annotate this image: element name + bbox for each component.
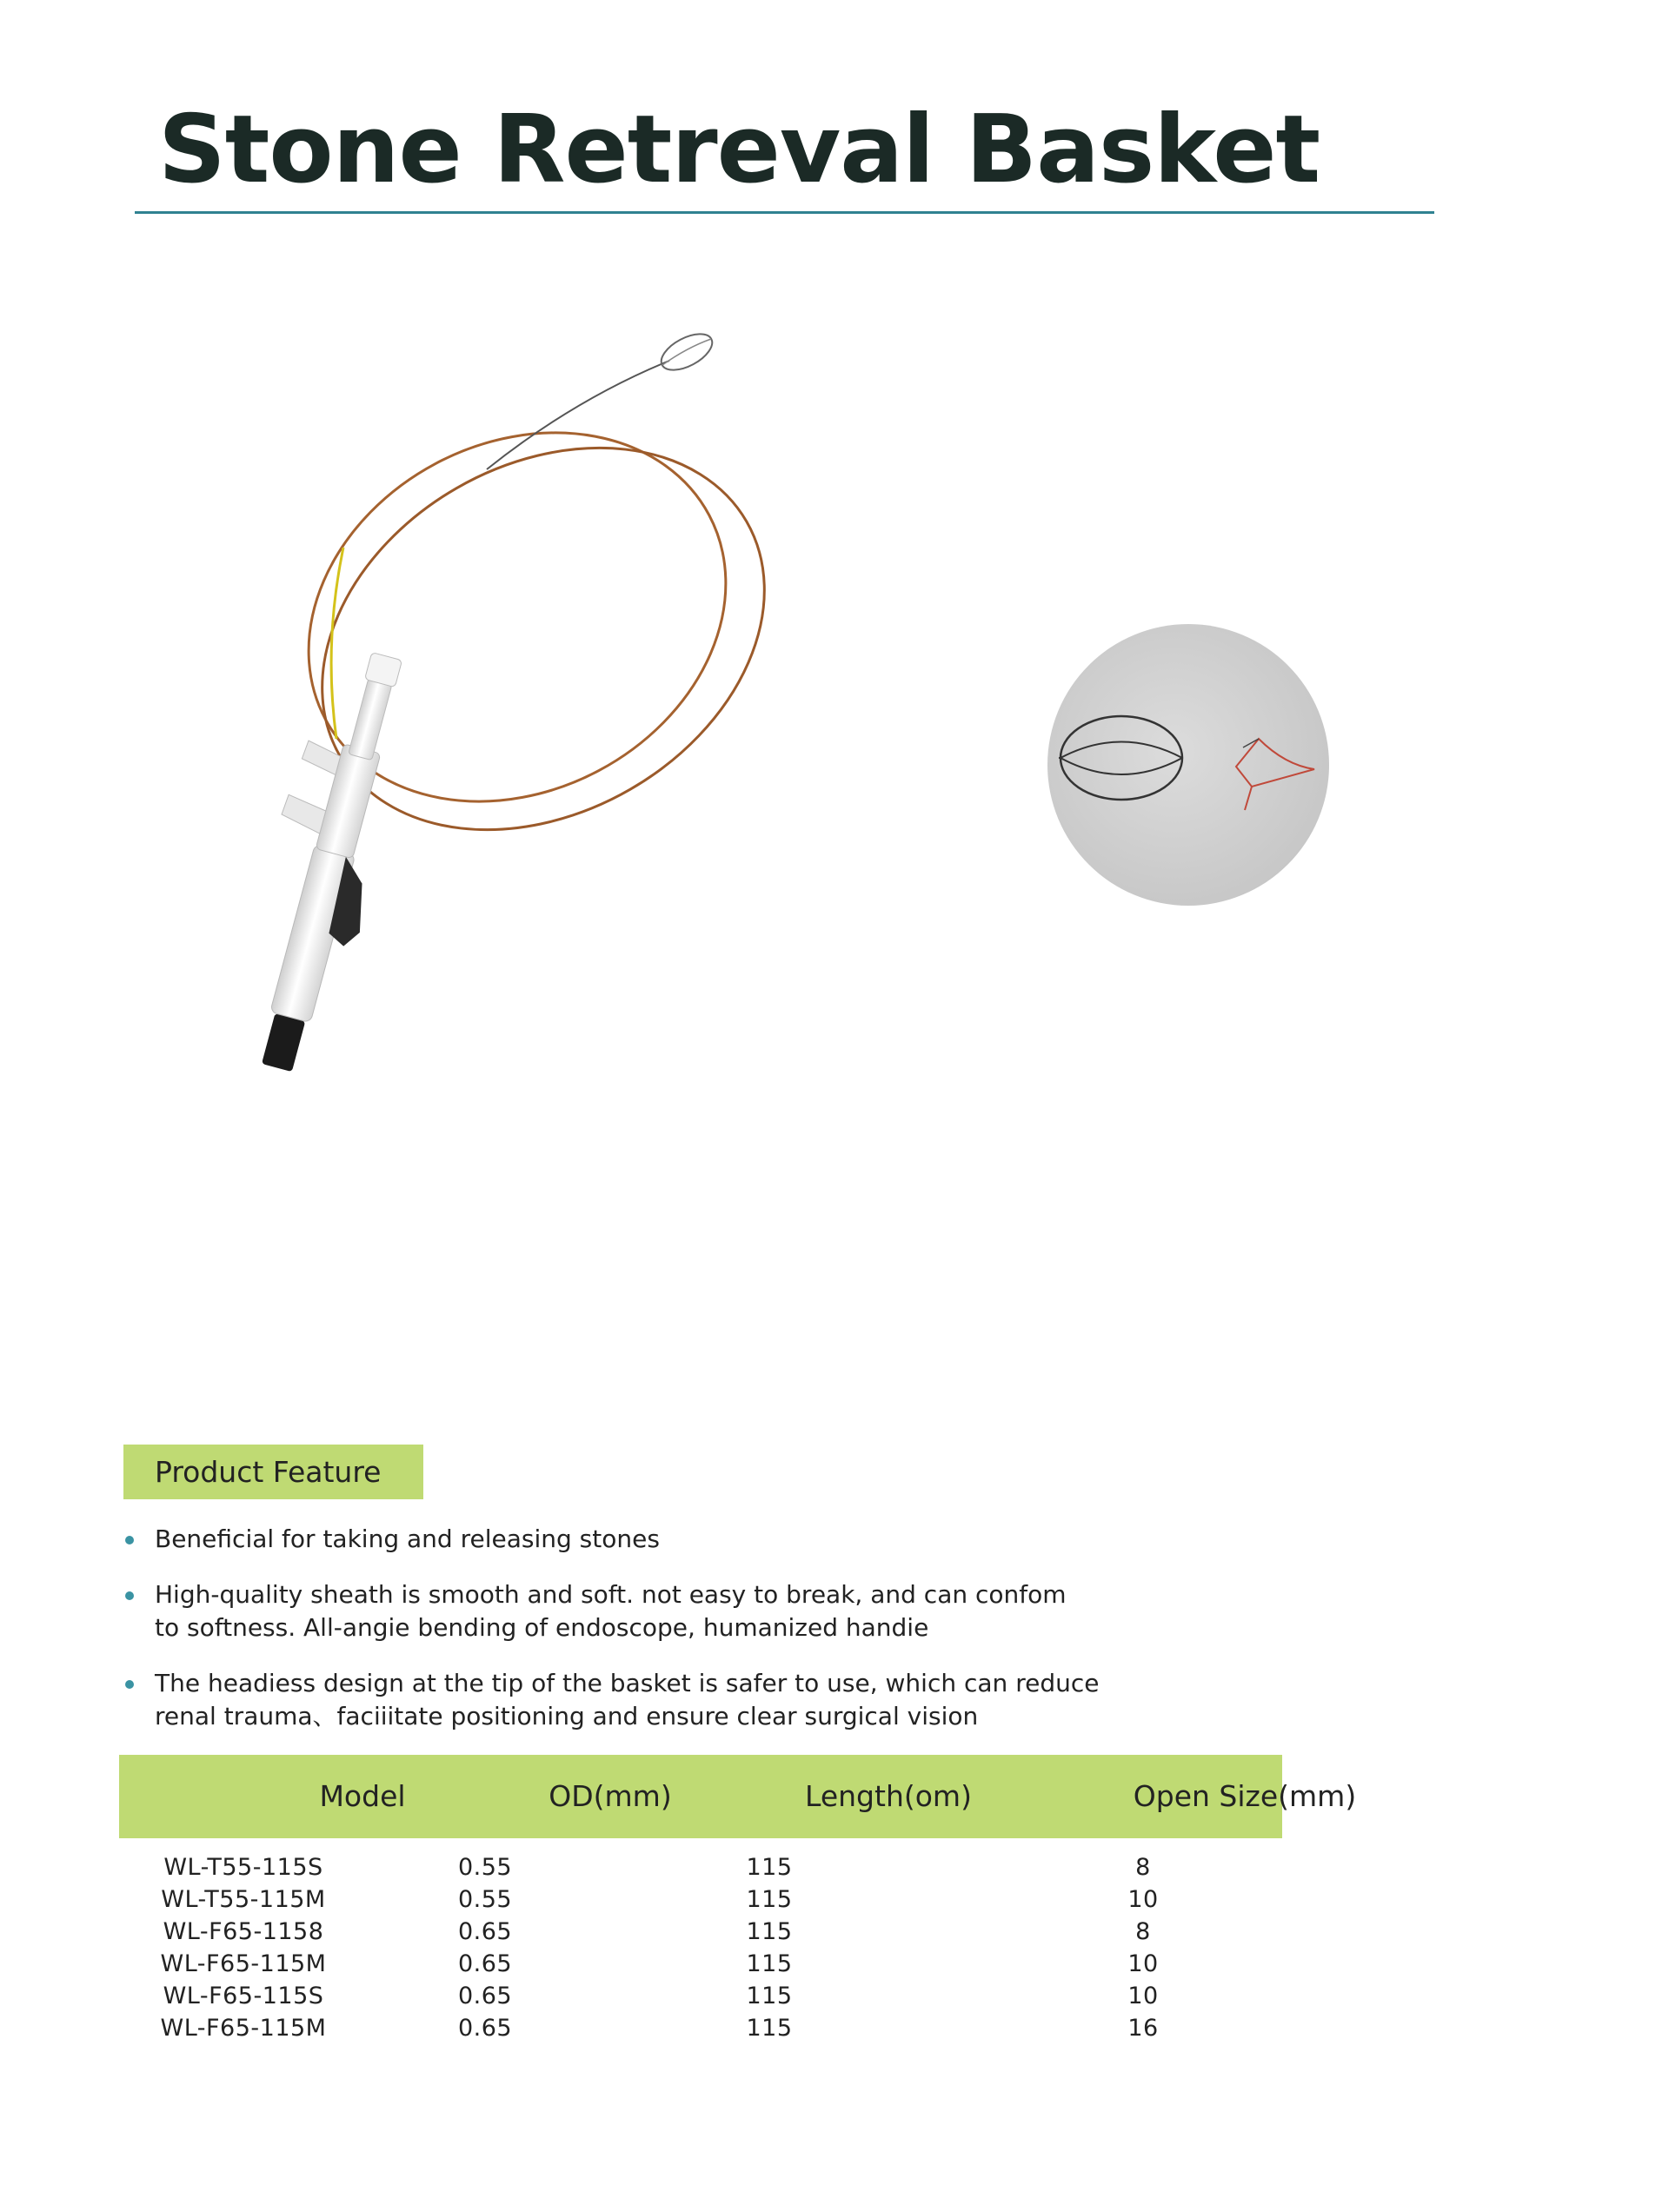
cell-length: 115 [746, 1918, 793, 1945]
cell-open-size: 10 [1127, 1983, 1159, 2009]
cell-od: 0.65 [457, 1918, 513, 1945]
column-header-model: Model [319, 1779, 406, 1813]
feature-text: renal trauma、faciiitate positioning and ensure clear surgical vision [155, 1702, 979, 1730]
cell-open-size: 16 [1127, 2015, 1159, 2042]
cell-length: 115 [746, 1983, 793, 2009]
column-header-open-size: Open Size(mm) [1133, 1779, 1357, 1813]
cell-model: WL-F65-115S [163, 1983, 324, 2009]
spec-table-header [119, 1755, 1357, 1838]
table-row [0, 1948, 1669, 1980]
cell-od: 0.55 [457, 1886, 513, 1913]
cell-od: 0.65 [457, 1983, 513, 2009]
basket-device [218, 327, 834, 1079]
product-feature-heading: Product Feature [123, 1445, 423, 1499]
cell-model: WL-F65-115M [160, 1950, 327, 1977]
feature-text: The headiess design at the tip of the basket is safer to use, which can reduce [155, 1669, 1100, 1697]
cell-model: WL-F65-115M [160, 2015, 327, 2042]
cell-length: 115 [746, 2015, 793, 2042]
bullet-icon [125, 1591, 134, 1600]
cell-od: 0.65 [457, 2015, 513, 2042]
column-header-od: OD(mm) [549, 1779, 672, 1813]
table-row [0, 1851, 1669, 1883]
cell-length: 115 [746, 1950, 793, 1977]
cell-od: 0.65 [457, 1950, 513, 1977]
table-row [0, 1883, 1669, 1916]
bullet-icon [125, 1536, 134, 1544]
product-illustration [0, 278, 1669, 1199]
cell-open-size: 10 [1127, 1886, 1159, 1913]
cell-model: WL-T55-115S [163, 1854, 323, 1881]
basket-tip-closeup [1047, 624, 1329, 906]
feature-item [123, 1523, 1149, 1556]
column-header-length: Length(om) [805, 1779, 972, 1813]
feature-text: Beneficial for taking and releasing stones [155, 1524, 660, 1553]
feature-item [123, 1667, 1149, 1733]
table-row [0, 2012, 1669, 2044]
cell-open-size: 10 [1127, 1950, 1159, 1977]
feature-item [123, 1578, 1149, 1644]
cell-open-size: 8 [1135, 1854, 1151, 1881]
cell-model: WL-F65-1158 [163, 1918, 324, 1945]
feature-text: to softness. All-angie bending of endoscope, humanized handie [155, 1613, 929, 1642]
cell-length: 115 [746, 1886, 793, 1913]
table-row [0, 1980, 1669, 2012]
cell-open-size: 8 [1135, 1918, 1151, 1945]
cell-model: WL-T55-115M [161, 1886, 326, 1913]
bullet-icon [125, 1680, 134, 1689]
page-title: Stone Retreval Basket [158, 96, 1320, 204]
cell-length: 115 [746, 1854, 793, 1881]
cell-od: 0.55 [457, 1854, 513, 1881]
feature-text: High-quality sheath is smooth and soft. not easy to break, and can confom [155, 1580, 1067, 1609]
title-divider [135, 211, 1434, 214]
feature-list [123, 1512, 1149, 1733]
table-row [0, 1916, 1669, 1948]
